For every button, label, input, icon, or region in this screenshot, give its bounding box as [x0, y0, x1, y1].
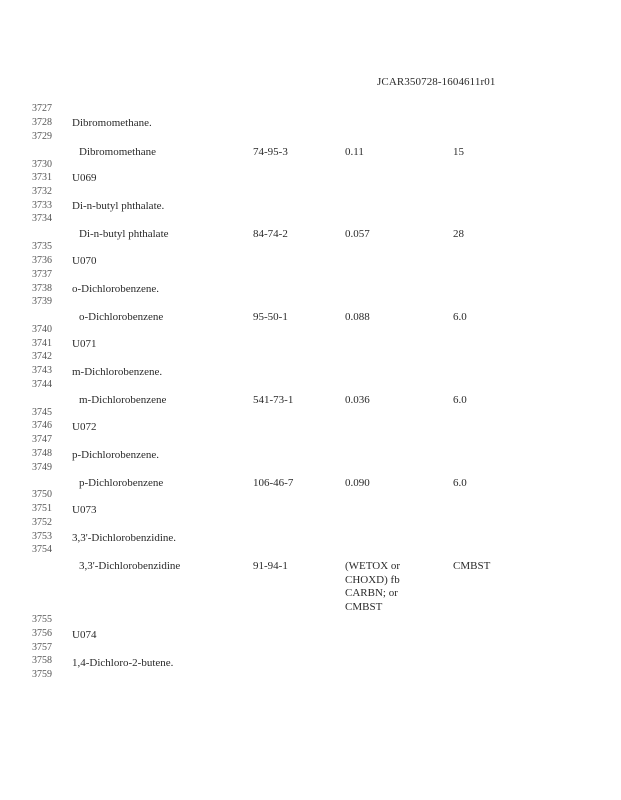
- constituent-name: 3,3'-Dichlorobenzidine: [79, 560, 181, 572]
- line-number: 3746: [32, 420, 52, 431]
- line-number: 3739: [32, 296, 52, 307]
- line-number: 3733: [32, 200, 52, 211]
- wastewater-standard: 0.036: [345, 394, 370, 406]
- waste-code: U072: [72, 421, 97, 433]
- constituent-heading: Dibromomethane.: [72, 117, 152, 129]
- wastewater-standard-line: (WETOX or: [345, 560, 401, 572]
- cas-number: 74-95-3: [253, 146, 288, 158]
- line-number: 3748: [32, 448, 52, 459]
- line-number: 3749: [32, 462, 52, 473]
- constituent-name: m-Dichlorobenzene: [79, 394, 167, 406]
- wastewater-standard: 0.11: [345, 146, 364, 158]
- cas-number: 106-46-7: [253, 477, 294, 489]
- line-number: 3740: [32, 324, 52, 335]
- line-number: 3744: [32, 379, 52, 390]
- constituent-heading: p-Dichlorobenzene.: [72, 449, 160, 461]
- waste-code: U073: [72, 504, 97, 516]
- wastewater-standard-line: CHOXD) fb: [345, 573, 400, 586]
- constituent-name: Dibromomethane: [79, 146, 156, 158]
- line-number: 3736: [32, 255, 52, 266]
- constituent-heading: m-Dichlorobenzene.: [72, 366, 163, 378]
- line-number: 3728: [32, 117, 52, 128]
- nonwastewater-standard: 6.0: [453, 477, 467, 489]
- line-number: 3754: [32, 544, 52, 555]
- constituent-name: o-Dichlorobenzene: [79, 311, 164, 323]
- cas-number: 84-74-2: [253, 228, 288, 240]
- line-number: 3757: [32, 642, 52, 653]
- constituent-heading: Di-n-butyl phthalate.: [72, 200, 165, 212]
- line-number: 3751: [32, 503, 52, 514]
- line-number: 3727: [32, 103, 52, 114]
- constituent-heading: o-Dichlorobenzene.: [72, 283, 160, 295]
- nonwastewater-standard: CMBST: [453, 560, 491, 572]
- line-number: 3734: [32, 213, 52, 224]
- constituent-name: Di-n-butyl phthalate: [79, 228, 169, 240]
- constituent-heading: 3,3'-Dichlorobenzidine.: [72, 532, 177, 544]
- nonwastewater-standard: 28: [453, 228, 464, 240]
- line-number: 3732: [32, 186, 52, 197]
- line-number: 3747: [32, 434, 52, 445]
- nonwastewater-standard: 15: [453, 146, 464, 158]
- waste-code: U070: [72, 255, 97, 267]
- wastewater-standard-line: CMBST: [345, 600, 383, 613]
- wastewater-standard-line: CARBN; or: [345, 587, 398, 599]
- line-number: 3745: [32, 407, 52, 418]
- waste-code: U074: [72, 629, 97, 641]
- wastewater-standard: 0.088: [345, 311, 370, 323]
- line-number: 3730: [32, 159, 52, 170]
- line-number: 3737: [32, 269, 52, 280]
- waste-code: U069: [72, 172, 97, 184]
- nonwastewater-standard: 6.0: [453, 311, 467, 323]
- line-number: 3741: [32, 338, 52, 349]
- wastewater-standard: 0.090: [345, 477, 370, 489]
- line-number: 3759: [32, 669, 52, 680]
- nonwastewater-standard: 6.0: [453, 394, 467, 406]
- line-number: 3752: [32, 517, 52, 528]
- line-number: 3735: [32, 241, 52, 252]
- cas-number: 95-50-1: [253, 311, 288, 323]
- waste-code: U071: [72, 338, 97, 350]
- line-number: 3753: [32, 531, 52, 542]
- wastewater-standard: [345, 560, 400, 614]
- cas-number: 541-73-1: [253, 394, 294, 406]
- line-number: 3756: [32, 628, 52, 639]
- cas-number: 91-94-1: [253, 560, 288, 572]
- line-number: 3738: [32, 283, 52, 294]
- line-number: 3758: [32, 655, 52, 666]
- line-number: 3750: [32, 489, 52, 500]
- constituent-heading: 1,4-Dichloro-2-butene.: [72, 657, 174, 669]
- line-number: 3743: [32, 365, 52, 376]
- line-number: 3729: [32, 131, 52, 142]
- line-number: 3731: [32, 172, 52, 183]
- wastewater-standard: 0.057: [345, 228, 370, 240]
- line-number: 3755: [32, 614, 52, 625]
- constituent-name: p-Dichlorobenzene: [79, 477, 164, 489]
- document-id: JCAR350728-1604611r01: [377, 76, 496, 88]
- line-number: 3742: [32, 351, 52, 362]
